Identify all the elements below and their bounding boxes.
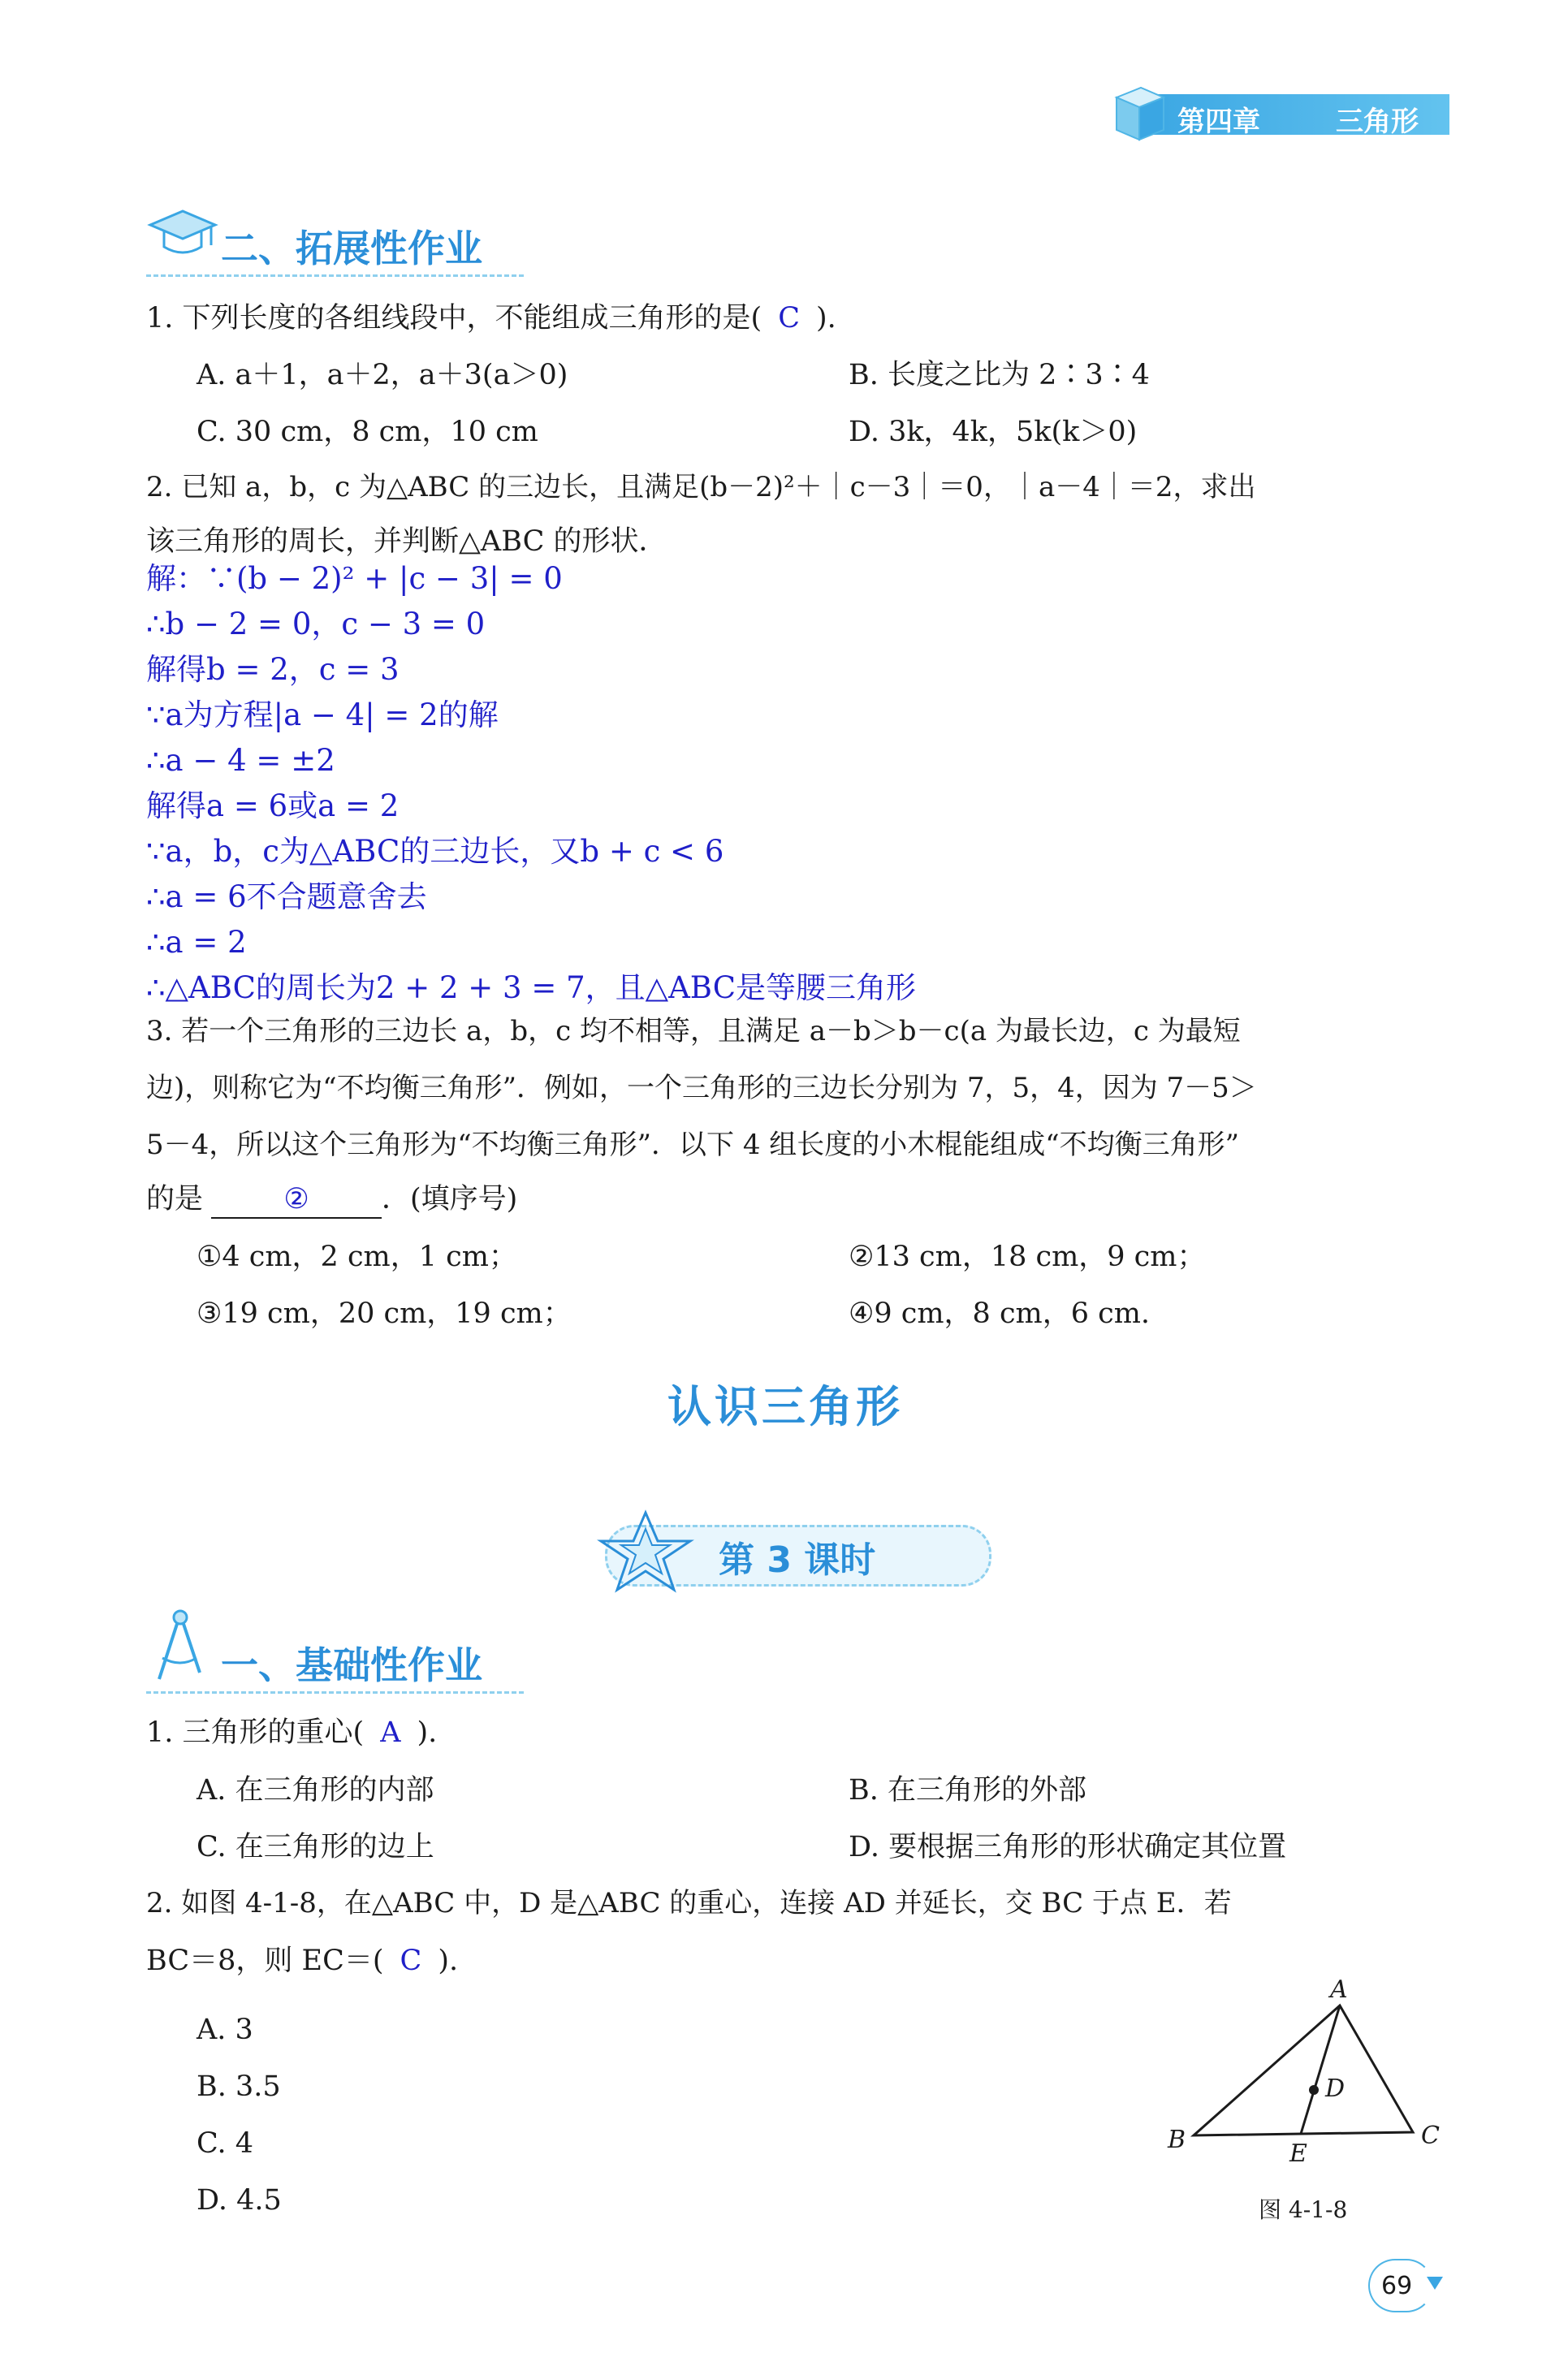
triangle-abc: [1194, 2006, 1413, 2135]
s1-q2-line2: BC＝8，则 EC＝( C ).: [146, 1945, 459, 1977]
s1-q1-stem: 1. 三角形的重心( A ).: [146, 1716, 438, 1749]
s1-q1-option-d: D. 要根据三角形的形状确定其位置: [849, 1831, 1287, 1863]
arrow-down-icon: [1425, 2273, 1445, 2293]
solution-line: ∴a − 4 = ±2: [146, 743, 335, 778]
label-e: E: [1289, 2139, 1307, 2168]
label-a: A: [1330, 1975, 1348, 2004]
s2-q1-option-b: B. 长度之比为 2∶3∶4: [849, 359, 1150, 391]
s1-q2-option-c: C. 4: [197, 2127, 254, 2160]
median-ae: [1301, 2006, 1340, 2134]
s2-q3-line4: 的是 ② ．(填序号): [146, 1181, 517, 1219]
s2-q3-line3: 5－4，所以这个三角形为“不均衡三角形”．以下 4 组长度的小木棍能组成“不均衡三角形”: [146, 1129, 1240, 1161]
lesson-label: 第 3 课时: [719, 1539, 876, 1581]
solution-line: ∵a，b，c为△ABC的三边长，又b + c < 6: [146, 834, 724, 869]
s2-q2-line2: 该三角形的周长，并判断△ABC 的形状．: [146, 525, 667, 558]
s2-q3-option-3: ③19 cm，20 cm，19 cm；: [197, 1297, 572, 1330]
s1-q2-line1: 2. 如图 4-1-8，在△ABC 中，D 是△ABC 的重心，连接 AD 并延长，交 BC 于点 E．若: [146, 1887, 1232, 1919]
solution-line: ∴a = 2: [146, 925, 247, 960]
chapter-topic: 三角形: [1336, 106, 1419, 138]
s1-q2-option-d: D. 4.5: [197, 2184, 282, 2217]
cube-icon: [1108, 81, 1165, 146]
figure-caption: 图 4-1-8: [1259, 2196, 1348, 2223]
s2-q1-option-c: C. 30 cm，8 cm，10 cm: [197, 416, 538, 448]
compass-icon: [148, 1608, 213, 1685]
s1-q2-option-b: B. 3.5: [197, 2070, 281, 2103]
main-title: 认识三角形: [667, 1380, 903, 1432]
centroid-d: [1309, 2085, 1319, 2095]
solution-line: 解得b = 2，c = 3: [146, 652, 400, 687]
s1-q1-option-a: A. 在三角形的内部: [197, 1774, 434, 1807]
page-number-badge: [1368, 2259, 1433, 2312]
s2-q3-option-1: ①4 cm，2 cm，1 cm；: [197, 1241, 517, 1273]
solution-line: 解得a = 6或a = 2: [146, 788, 400, 823]
chapter-label: 第四章: [1177, 106, 1260, 138]
chapter-tab: [1133, 94, 1449, 138]
section2-title-underline: [146, 274, 524, 277]
s2-q3-line1: 3. 若一个三角形的三边长 a，b，c 均不相等，且满足 a－b＞b－c(a 为最长边，c 为最短: [146, 1015, 1241, 1047]
section1-title-underline: [146, 1691, 524, 1694]
s1-q1-option-c: C. 在三角形的边上: [197, 1831, 434, 1863]
s2-q1-stem: 1. 下列长度的各组线段中，不能组成三角形的是( C ).: [146, 302, 836, 335]
s2-q3-option-2: ②13 cm，18 cm，9 cm；: [849, 1241, 1206, 1273]
s1-q2-answer: C: [400, 1945, 422, 1977]
solution-line: 解：∵(b − 2)² + |c − 3| = 0: [146, 561, 563, 596]
label-c: C: [1421, 2122, 1440, 2150]
section2-title: 二、拓展性作业: [221, 227, 482, 270]
star-icon: [597, 1509, 694, 1598]
graduation-cap-icon: [146, 205, 219, 261]
s2-q1-option-d: D. 3k，4k，5k(k＞0): [849, 416, 1138, 448]
label-d: D: [1325, 2075, 1346, 2103]
s1-q2-option-a: A. 3: [197, 2014, 253, 2046]
solution-line: ∴b − 2 = 0，c − 3 = 0: [146, 607, 486, 641]
triangle-figure: [1153, 1973, 1462, 2168]
s2-q2-solution: [146, 556, 916, 1011]
page-number: 69: [1381, 2272, 1413, 2300]
s1-q1-answer: A: [380, 1716, 401, 1749]
solution-line: ∵a为方程|a − 4| = 2的解: [146, 697, 499, 732]
section1-title: 一、基础性作业: [221, 1643, 482, 1687]
label-b: B: [1168, 2126, 1186, 2154]
s2-q1-option-a: A. a＋1，a＋2，a＋3(a＞0): [197, 359, 568, 391]
s1-q1-option-b: B. 在三角形的外部: [849, 1774, 1086, 1807]
solution-line: ∴△ABC的周长为2 + 2 + 3 = 7，且△ABC是等腰三角形: [146, 970, 916, 1005]
s2-q3-line2: 边)，则称它为“不均衡三角形”．例如，一个三角形的三边长分别为 7，5，4，因为 7－5＞: [146, 1072, 1257, 1104]
s2-q1-answer: C: [778, 302, 800, 335]
solution-line: ∴a = 6不合题意舍去: [146, 879, 427, 914]
s2-q3-option-4: ④9 cm，8 cm，6 cm.: [849, 1297, 1151, 1330]
s2-q3-answer-blank: ②: [211, 1181, 382, 1219]
s2-q2-line1: 2. 已知 a，b，c 为△ABC 的三边长，且满足(b－2)²＋｜c－3｜＝0，｜a－4｜＝2，求出: [146, 471, 1256, 503]
